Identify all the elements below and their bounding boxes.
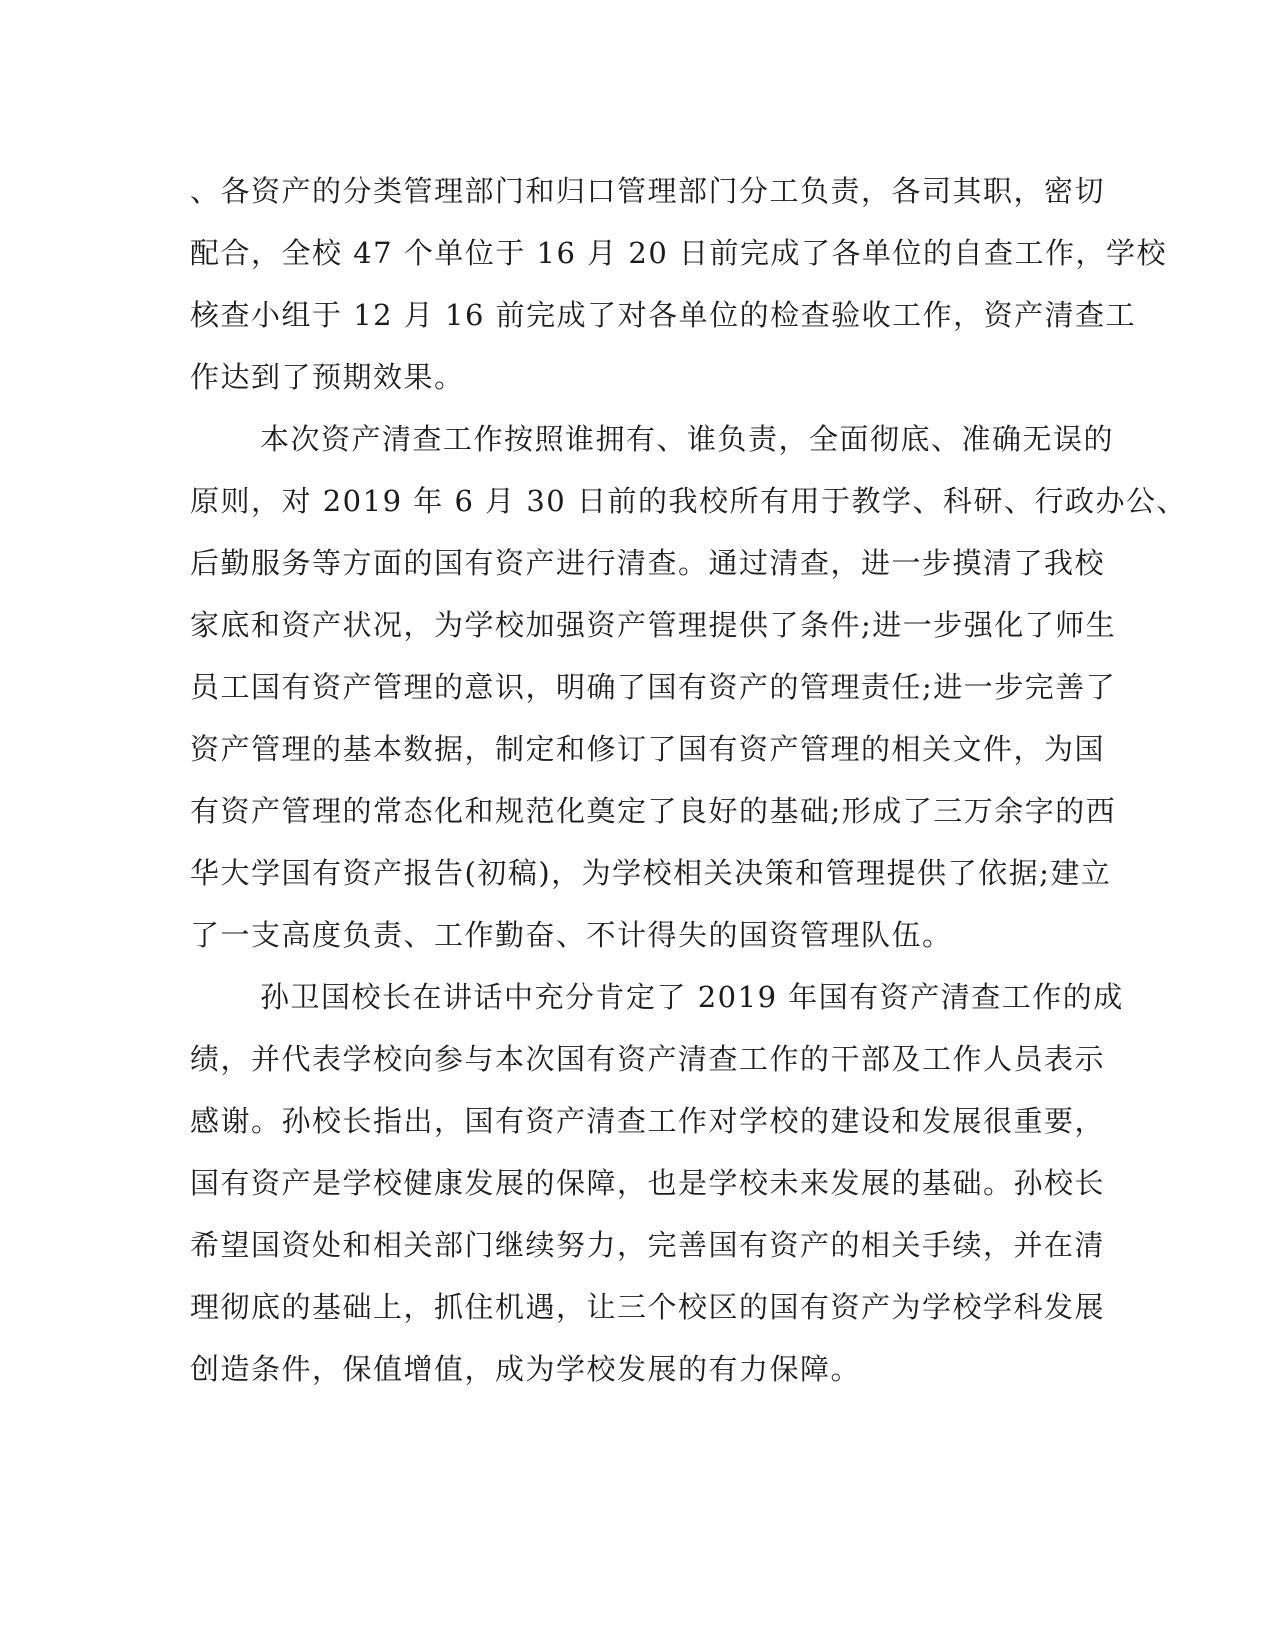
text-line: 理彻底的基础上，抓住机遇，让三个校区的国有资产为学校学科发展	[190, 1290, 1106, 1324]
text-line: 原则，对 2019 年 6 月 30 日前的我校所有用于教学、科研、行政办公、	[190, 484, 1187, 518]
text-line: 希望国资处和相关部门继续努力，完善国有资产的相关手续，并在清	[190, 1228, 1106, 1262]
text-line: 后勤服务等方面的国有资产进行清查。通过清查，进一步摸清了我校	[190, 546, 1106, 580]
text-line: 本次资产清查工作按照谁拥有、谁负责，全面彻底、准确无误的	[260, 422, 1115, 456]
text-line: 有资产管理的常态化和规范化奠定了良好的基础;形成了三万余字的西	[190, 794, 1117, 828]
text-line: 核查小组于 12 月 16 前完成了对各单位的检查验收工作，资产清查工	[190, 298, 1137, 332]
text-line: 家底和资产状况，为学校加强资产管理提供了条件;进一步强化了师生	[190, 608, 1117, 642]
text-line: 国有资产是学校健康发展的保障，也是学校未来发展的基础。孙校长	[190, 1166, 1106, 1200]
paragraph-2	[190, 408, 1187, 966]
text-line: 配合，全校 47 个单位于 16 月 20 日前完成了各单位的自查工作，学校	[190, 236, 1168, 270]
text-line: 员工国有资产管理的意识，明确了国有资产的管理责任;进一步完善了	[190, 670, 1117, 704]
paragraph-1	[190, 160, 1168, 408]
document-body	[190, 160, 1187, 1400]
text-line: 资产管理的基本数据，制定和修订了国有资产管理的相关文件，为国	[190, 732, 1106, 766]
text-line: 、各资产的分类管理部门和归口管理部门分工负责，各司其职，密切	[190, 174, 1106, 208]
text-line: 感谢。孙校长指出，国有资产清查工作对学校的建设和发展很重要，	[190, 1104, 1106, 1138]
text-line: 创造条件，保值增值，成为学校发展的有力保障。	[190, 1352, 862, 1386]
text-line: 作达到了预期效果。	[190, 360, 465, 394]
text-line: 华大学国有资产报告(初稿)，为学校相关决策和管理提供了依据;建立	[190, 856, 1112, 890]
text-line: 孙卫国校长在讲话中充分肯定了 2019 年国有资产清查工作的成	[260, 980, 1124, 1014]
text-line: 绩，并代表学校向参与本次国有资产清查工作的干部及工作人员表示	[190, 1042, 1106, 1076]
paragraph-3	[190, 966, 1124, 1400]
text-line: 了一支高度负责、工作勤奋、不计得失的国资管理队伍。	[190, 918, 953, 952]
